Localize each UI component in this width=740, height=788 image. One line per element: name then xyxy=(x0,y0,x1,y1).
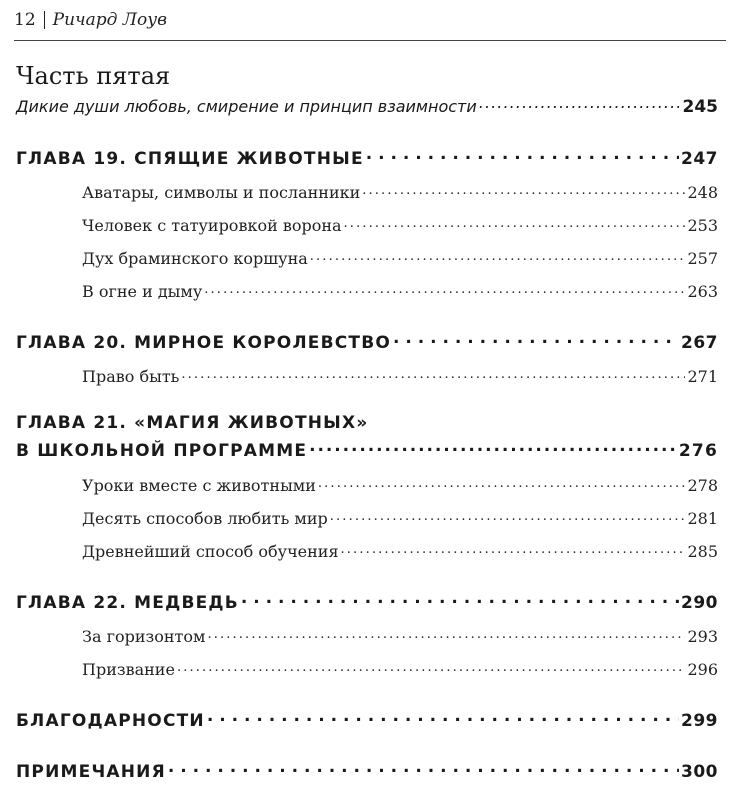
chapter-page: 299 xyxy=(681,711,718,731)
toc-section[interactable] xyxy=(82,626,718,646)
section-page: 293 xyxy=(687,627,718,646)
page-number: 12 xyxy=(14,10,36,30)
chapter-page: 276 xyxy=(678,441,718,461)
section-page: 285 xyxy=(687,542,718,561)
toc-section[interactable] xyxy=(82,281,718,301)
leader-dots xyxy=(181,366,685,382)
chapter-page: 247 xyxy=(681,149,718,169)
section-page: 278 xyxy=(687,476,718,495)
leader-dots xyxy=(204,281,685,297)
leader-dots xyxy=(344,215,686,231)
section-title: Уроки вместе с животными xyxy=(82,476,316,495)
toc-chapter-19[interactable] xyxy=(16,147,718,169)
leader-dots xyxy=(318,475,686,491)
toc-section[interactable] xyxy=(82,248,718,268)
toc-section[interactable] xyxy=(82,541,718,561)
leader-dots xyxy=(341,541,686,557)
leader-dots xyxy=(207,709,679,726)
toc-section[interactable] xyxy=(82,366,718,386)
chapter-title-line2: В ШКОЛЬНОЙ ПРОГРАММЕ xyxy=(16,441,308,461)
leader-dots xyxy=(241,591,679,608)
leader-dots xyxy=(310,248,686,264)
leader-dots xyxy=(168,760,679,777)
part-page: 245 xyxy=(682,97,718,117)
section-page: 296 xyxy=(687,660,718,679)
chapter-title: ГЛАВА 20. МИРНОЕ КОРОЛЕВСТВО xyxy=(16,333,392,353)
toc-chapter-22[interactable] xyxy=(16,591,718,613)
chapter-title: ГЛАВА 22. МЕДВЕДЬ xyxy=(16,593,239,613)
section-page: 271 xyxy=(687,367,718,386)
running-author: Ричард Лоув xyxy=(52,10,167,30)
section-title: Дух браминского коршуна xyxy=(82,249,308,268)
chapter-page: 300 xyxy=(681,762,718,782)
leader-dots xyxy=(207,626,685,642)
toc-notes[interactable] xyxy=(16,760,718,782)
leader-dots xyxy=(362,182,685,198)
section-title: Человек с татуировкой ворона xyxy=(82,216,342,235)
chapter-page: 267 xyxy=(681,333,718,353)
leader-dots xyxy=(330,508,686,524)
chapter-title: ГЛАВА 19. СПЯЩИЕ ЖИВОТНЫЕ xyxy=(16,149,364,169)
toc-chapter-20[interactable] xyxy=(16,331,718,353)
toc-section[interactable] xyxy=(82,659,718,679)
leader-dots xyxy=(366,147,679,164)
section-page: 253 xyxy=(687,216,718,235)
chapter-title: БЛАГОДАРНОСТИ xyxy=(16,711,205,731)
toc-section[interactable] xyxy=(82,508,718,528)
toc-part-entry[interactable] xyxy=(16,96,718,117)
section-page: 281 xyxy=(687,509,718,528)
section-page: 263 xyxy=(687,282,718,301)
part-title: Часть пятая xyxy=(16,62,171,90)
leader-dots xyxy=(177,659,686,675)
section-title: Право быть xyxy=(82,367,180,386)
toc-acknowledgements[interactable] xyxy=(16,709,718,731)
section-title: За горизонтом xyxy=(82,627,206,646)
toc-section[interactable] xyxy=(82,215,718,235)
toc-section[interactable] xyxy=(82,475,718,495)
section-title: В огне и дыму xyxy=(82,282,203,301)
section-page: 248 xyxy=(687,183,718,202)
header-separator xyxy=(44,11,45,29)
section-title: Древнейший способ обучения xyxy=(82,542,339,561)
section-page: 257 xyxy=(687,249,718,268)
chapter-title: ПРИМЕЧАНИЯ xyxy=(16,762,166,782)
section-title: Десять способов любить мир xyxy=(82,509,328,528)
leader-dots xyxy=(309,439,677,456)
leader-dots xyxy=(393,331,679,348)
part-subtitle: Дикие души любовь, смирение и принцип взаимности xyxy=(16,97,477,116)
leader-dots xyxy=(479,96,681,112)
chapter-title-line2-row xyxy=(16,439,718,461)
chapter-title-line1: ГЛАВА 21. «МАГИЯ ЖИВОТНЫХ» xyxy=(16,413,369,433)
toc-section[interactable] xyxy=(82,182,718,202)
section-title: Аватары, символы и посланники xyxy=(82,183,361,202)
toc-chapter-21[interactable] xyxy=(16,413,718,461)
section-title: Призвание xyxy=(82,660,175,679)
header-rule xyxy=(14,40,726,41)
chapter-page: 290 xyxy=(681,593,718,613)
running-header xyxy=(14,10,167,30)
